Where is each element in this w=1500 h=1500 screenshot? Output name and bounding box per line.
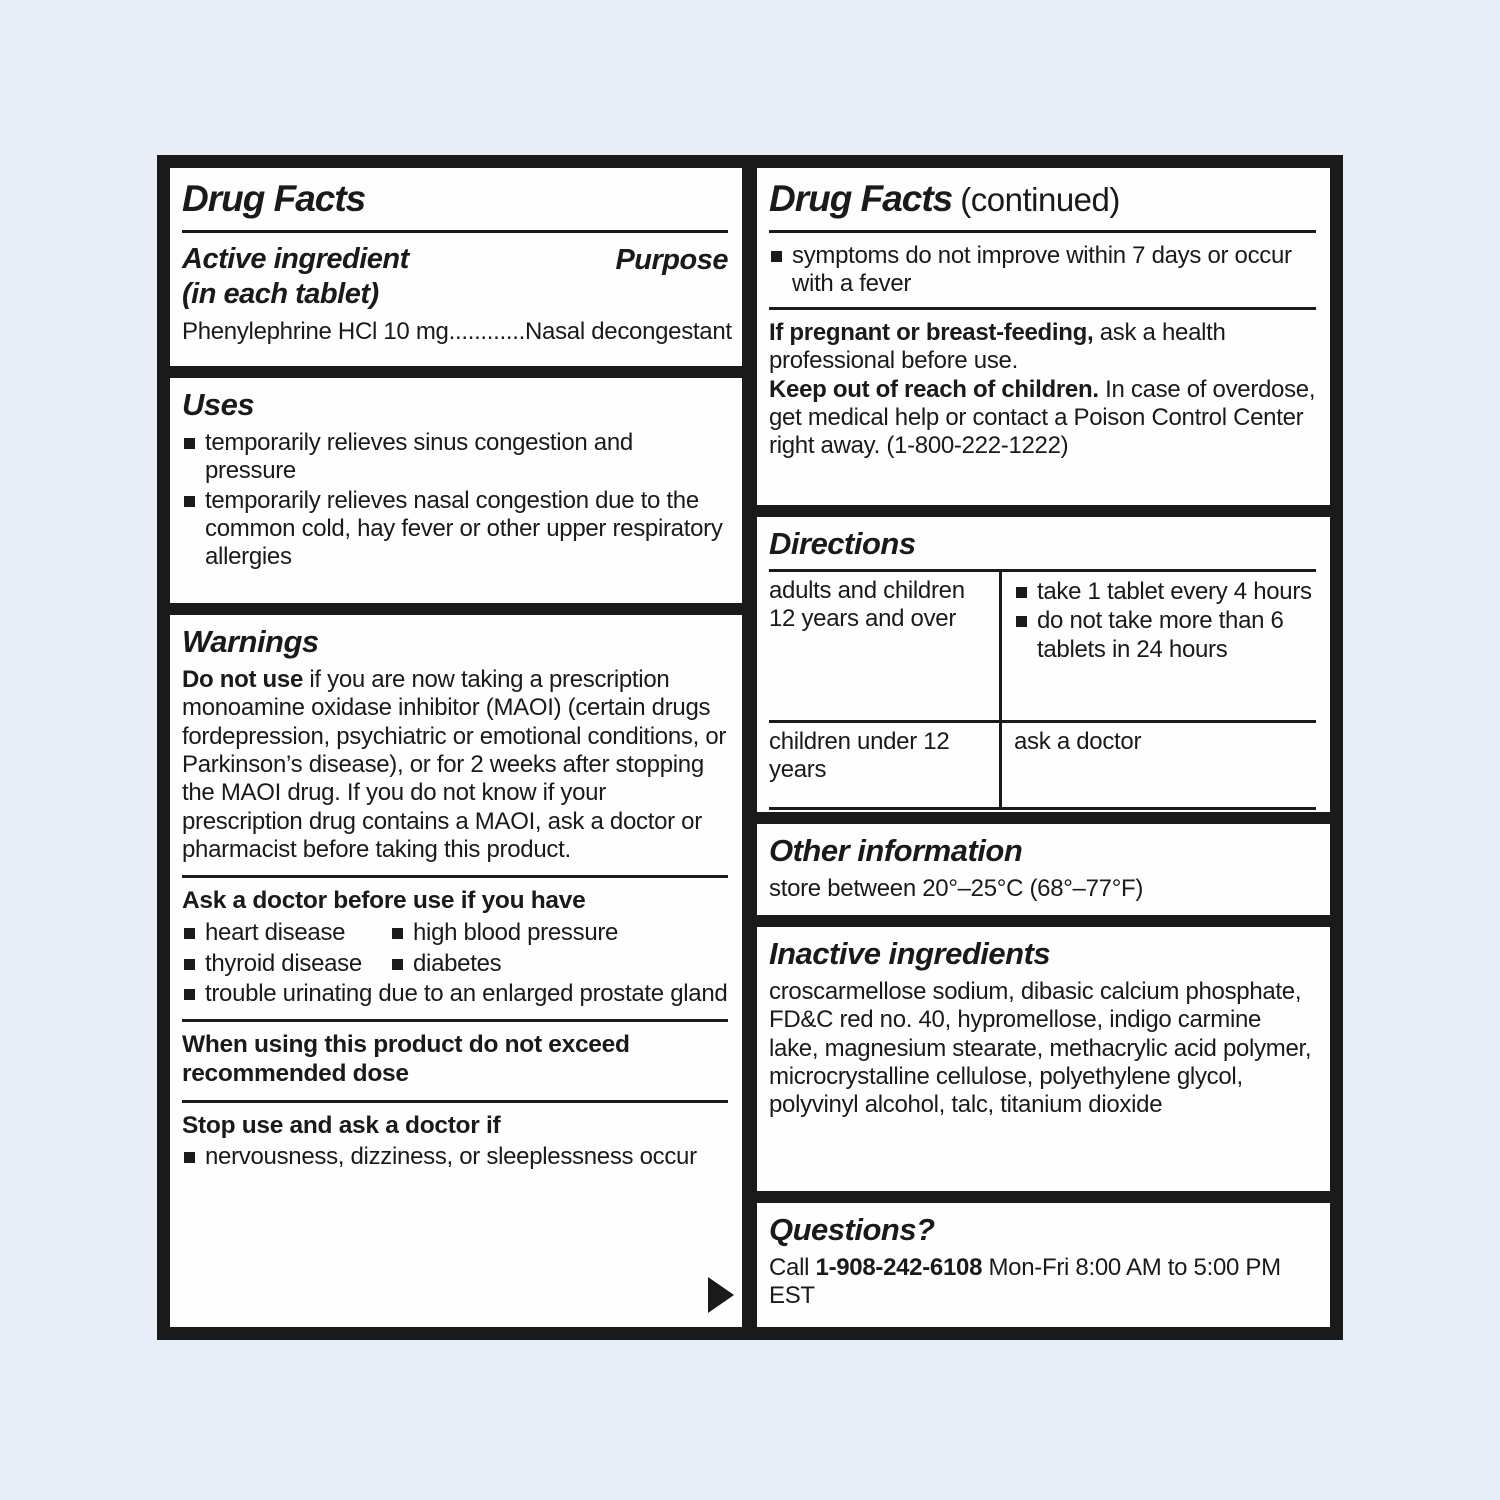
panel-active-ingredient [170, 168, 742, 366]
list-item [182, 429, 728, 486]
keep-out-paragraph [769, 376, 1316, 461]
do-not-use-paragraph [182, 666, 728, 864]
list-item [1014, 578, 1316, 606]
panel-warnings [170, 615, 742, 1327]
panel-drug-facts-continued [757, 168, 1330, 505]
call-prefix: Call [769, 1254, 816, 1282]
ingredient-name-and-dots [182, 318, 525, 346]
divider [182, 875, 728, 878]
storage-text: store between 20°–25°C (68°–77°F) [769, 875, 1144, 903]
bullet-square-icon [392, 928, 403, 939]
list-item [769, 242, 1316, 299]
pregnant-lead: If pregnant or breast-feeding, [769, 319, 1094, 347]
directions-table [769, 569, 1316, 810]
condition-text: diabetes [413, 949, 502, 977]
list-item [182, 487, 728, 572]
pregnant-paragraph [769, 319, 1316, 376]
condition-text: high blood pressure [413, 919, 619, 947]
bullet-square-icon [184, 496, 195, 507]
list-item [182, 1143, 728, 1171]
divider [182, 230, 728, 233]
questions-heading: Questions? [769, 1212, 935, 1247]
divider [182, 1019, 728, 1022]
inactive-ingredients-text: croscarmellose sodium, dibasic calcium phosphate, FD&C red no. 40, hypromellose, indigo carmine lake, magnesium stearate, methacrylic acid polymer, microcrystalline cellulose, polyethylene glycol, polyvinyl alcohol, talc, titanium dioxide [769, 978, 1312, 1119]
bullet-square-icon [184, 959, 195, 970]
panel-inactive-ingredients [757, 927, 1330, 1191]
ingredient-row [182, 318, 732, 346]
active-ingredient-header [182, 242, 728, 313]
table-row [769, 572, 1316, 720]
bullet-square-icon [392, 959, 403, 970]
left-column [170, 168, 742, 1327]
ingredient-name: Phenylephrine HCl 10 mg [182, 318, 449, 346]
keep-out-text: In case of overdose, get medical help or contact a Poison Control Center right away. (1-800-222-1222) [769, 375, 1316, 460]
drug-facts-title: Drug Facts [182, 178, 366, 219]
bullet-square-icon [184, 1152, 195, 1163]
stop-use-heading: Stop use and ask a doctor if [182, 1111, 501, 1139]
questions-call-line [769, 1254, 1316, 1311]
continued-suffix: (continued) [960, 181, 1120, 218]
active-ingredient-heading-line1: Active ingredient [182, 242, 409, 275]
list-item [182, 950, 390, 978]
directions-heading: Directions [769, 526, 916, 561]
do-not-use-lead: Do not use [182, 666, 303, 694]
purpose-heading: Purpose [615, 243, 728, 276]
dose-item-text: do not take more than 6 tablets in 24 hours [1037, 607, 1284, 663]
use-item-text: temporarily relieves nasal congestion due to the common cold, hay fever or other upper respiratory allergies [205, 486, 723, 571]
age-group-cell: adults and children 12 years and over [769, 572, 1002, 720]
bullet-square-icon [1016, 587, 1027, 598]
age-group-cell: children under 12 years [769, 723, 1002, 807]
other-information-heading: Other information [769, 833, 1023, 868]
bullet-square-icon [184, 438, 195, 449]
do-not-use-text: if you are now taking a prescription monoamine oxidase inhibitor (MAOI) (certain drugs fordepression, psychiatric or emotional conditions, or Parkinson’s disease), or for 2 weeks after stopping the MAOI drug. If you do not know if your prescription drug contains a MAOI, ask a doctor or pharmacist before taking this product. [182, 666, 727, 863]
bullet-square-icon [184, 928, 195, 939]
condition-text: thyroid disease [205, 949, 362, 977]
panel-directions [757, 517, 1330, 812]
phone-number: 1-908-242-6108 [815, 1254, 983, 1282]
panel-uses [170, 378, 742, 603]
ask-doctor-row [182, 918, 728, 948]
table-row [769, 720, 1316, 807]
ask-doctor-heading: Ask a doctor before use if you have [182, 887, 586, 915]
drug-facts-label [157, 155, 1343, 1340]
list-item [390, 919, 618, 947]
dose-cell: ask a doctor [1014, 728, 1142, 756]
list-item [182, 919, 390, 947]
list-item [1014, 607, 1316, 664]
keep-out-lead: Keep out of reach of children. [769, 375, 1099, 403]
warnings-heading: Warnings [182, 624, 319, 659]
ask-doctor-row [182, 949, 728, 979]
condition-text: heart disease [205, 919, 346, 947]
list-item [182, 980, 728, 1008]
leader-dots: ............ [448, 318, 526, 346]
condition-text: trouble urinating due to an enlarged prostate gland [205, 979, 728, 1007]
divider [769, 230, 1316, 233]
pregnant-text: ask a health professional before use. [769, 319, 1226, 375]
inactive-ingredients-heading: Inactive ingredients [769, 936, 1051, 971]
drug-facts-continued-title [769, 174, 1316, 221]
dose-item-text: take 1 tablet every 4 hours [1037, 578, 1312, 606]
bullet-square-icon [771, 251, 782, 262]
call-suffix: Mon-Fri 8:00 AM to 5:00 PM EST [769, 1254, 1281, 1310]
right-column [757, 168, 1330, 1327]
active-ingredient-heading [182, 242, 409, 313]
active-ingredient-heading-line2: (in each tablet) [182, 277, 379, 310]
continued-arrow-icon [708, 1277, 734, 1313]
uses-heading: Uses [182, 387, 255, 422]
drug-facts-title-text: Drug Facts [769, 178, 953, 219]
panel-questions [757, 1203, 1330, 1327]
divider [769, 307, 1316, 310]
symptoms-item-text: symptoms do not improve within 7 days or occur with a fever [792, 241, 1292, 297]
use-item-text: temporarily relieves sinus congestion and pressure [205, 429, 633, 485]
panel-other-information [757, 824, 1330, 915]
when-using-text: When using this product do not exceed recommended dose [182, 1031, 630, 1088]
ingredient-purpose-value: Nasal decongestant [525, 318, 732, 346]
dose-cell [1002, 572, 1316, 720]
stop-use-item-text: nervousness, dizziness, or sleeplessness occur [205, 1142, 697, 1170]
divider [182, 1100, 728, 1103]
list-item [390, 950, 501, 978]
bullet-square-icon [1016, 616, 1027, 627]
bullet-square-icon [184, 989, 195, 1000]
